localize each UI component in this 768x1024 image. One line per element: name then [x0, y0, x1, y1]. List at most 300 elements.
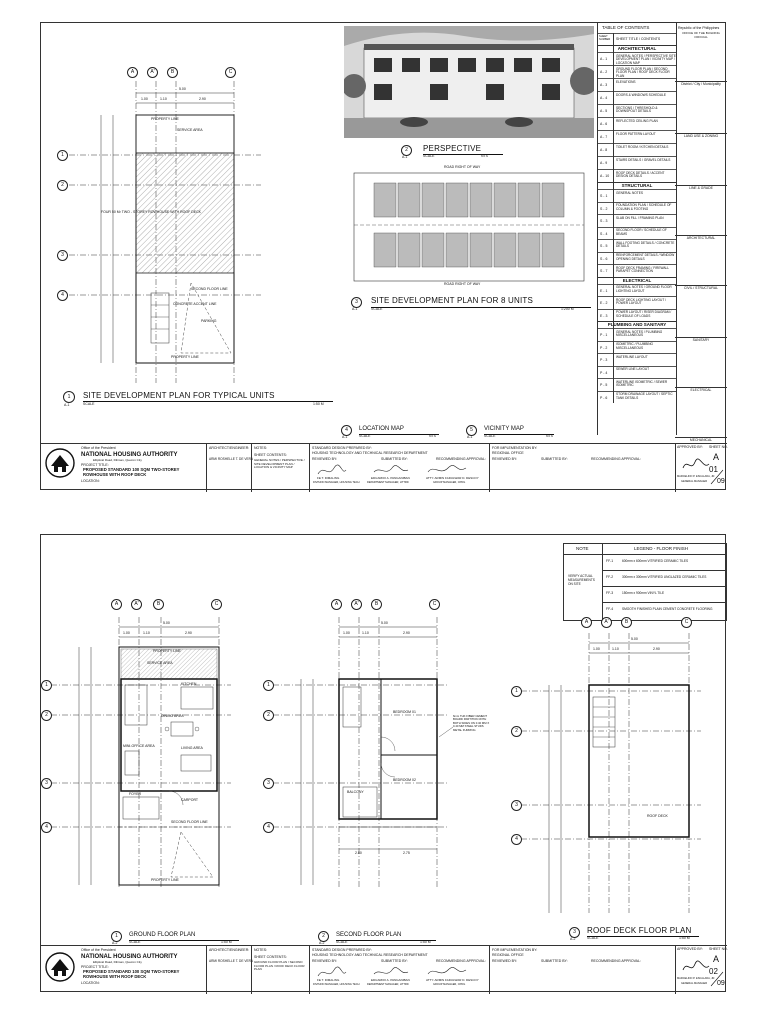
toc-sheet-title: ELEVATIONS: [616, 79, 636, 84]
floor-finish-legend: [563, 543, 727, 621]
toc-sheet-title: ROOF DECK FRAMING / FIREWALL PARAPET CONNECTION: [616, 265, 669, 274]
grid-bubble-b: B: [167, 67, 178, 78]
room-kitchen: KITCHEN: [181, 682, 197, 686]
recommending-label: RECOMMENDING APPROVAL:: [436, 959, 486, 963]
toc-sheet-number: A - 4: [600, 96, 608, 100]
dim-3: 2.90: [199, 97, 206, 101]
view-scale-label: SCALE: [83, 402, 95, 406]
grid-bubble-b: B: [153, 599, 164, 610]
view-number-bubble: 4: [341, 425, 352, 436]
toc-row: [598, 202, 676, 216]
view-title-roof: [569, 927, 719, 943]
signature-1-name: FE T. DIMALING: [317, 978, 340, 982]
notes-label: NOTES:: [254, 446, 268, 450]
view-scale: NTS: [429, 434, 436, 438]
approved-label: APPROVED BY:: [677, 947, 703, 951]
grid-bubble-1: 1: [57, 150, 68, 161]
grid-bubble-2: 2: [511, 726, 522, 737]
legend-heading: LEGEND - FLOOR FINISH: [634, 546, 689, 551]
implementation-label: FOR IMPLEMENTATION BY:: [492, 948, 538, 952]
toc-sheet-title: SEWER LINE LAYOUT: [616, 367, 650, 371]
toc-row: [598, 117, 676, 131]
sheet-no-label: SHEET NO.: [709, 445, 728, 449]
toc-sheet-number: S - 1: [600, 194, 608, 198]
dim-2: 1.10: [362, 631, 369, 635]
toc-sheet-title: WATERLINE LAYOUT: [616, 354, 648, 359]
engineer-name: ARMI ROSHELLE T. DE VERA: [209, 959, 254, 963]
reviewed-label: REVIEWED BY:: [312, 457, 338, 461]
view-scale: 1:50 M: [313, 402, 324, 406]
toc-row: [598, 284, 676, 298]
grid-bubble-4: 4: [263, 822, 274, 833]
signature-1-role: DIVISION MANAGER, HOUSING TECH: [313, 481, 360, 484]
agency-row-label: SANITARY: [692, 337, 710, 342]
regional-office: REGIONAL OFFICE: [492, 451, 524, 455]
project-label: PROJECT TITLE:: [81, 463, 109, 467]
nha-logo: [45, 448, 75, 478]
toc-row: [598, 65, 676, 79]
grid-bubble-4: 4: [511, 834, 522, 845]
toc-row: [598, 130, 676, 144]
agency-row-label: ELECTRICAL: [690, 387, 712, 392]
grid-bubble-a: A: [581, 617, 592, 628]
toc-section-heading: STRUCTURAL: [598, 182, 676, 190]
grid-bubble-4: 4: [41, 822, 52, 833]
signature-3-role: GROUP MANAGER, CPDG: [433, 481, 466, 484]
room-dining: DINING AREA: [161, 714, 184, 718]
sheet-contents: GENERAL NOTES / PERSPECTIVE / SITE DEVELOPMENT PLAN / LOCATION & VICINITY MAP: [254, 458, 305, 470]
toc-sheet-title: SECOND FLOOR / SCHEDULE OF BEAMS: [616, 228, 667, 236]
grid-bubble-c: C: [225, 67, 236, 78]
signatures-drawing: [316, 964, 516, 984]
view-scale: 1:200 M: [561, 307, 574, 311]
gm-name: MARCELINO P. ESCALADA, JR.: [677, 977, 716, 980]
agency-row-label: CIVIL / STRUCTURAL: [684, 285, 718, 290]
toc-row: [598, 169, 676, 183]
notes-label: NOTES:: [254, 948, 268, 952]
toc-row: [598, 91, 676, 105]
view-number-bubble: 2: [318, 931, 329, 942]
grid-bubble-4: 4: [57, 290, 68, 301]
design-prepared-label: STANDARD DESIGN PREPARED BY:: [312, 948, 372, 952]
dim-2: 1.10: [160, 97, 167, 101]
agency-row-label: LINE & GRADE: [689, 185, 713, 190]
grid-bubble-c: C: [211, 599, 222, 610]
toc-sheet-number: A - 1: [600, 57, 608, 61]
toc-sheet-title: GENERAL NOTES / GROUND FLOOR LIGHTING LAYOUT: [616, 285, 672, 293]
view-title: SECOND FLOOR PLAN: [336, 932, 402, 938]
view-scale-label: SCALE: [359, 434, 371, 438]
view-ref: A-1: [342, 435, 348, 439]
room-balcony: BALCONY: [347, 790, 364, 794]
toc-sheet-title: ROOF DECK DETAILS / ACCENT DESIGN DETAILS: [616, 170, 665, 179]
dim-3: 2.90: [185, 631, 192, 635]
view-ref: A-1: [352, 307, 358, 311]
toc-sheet-number: E - 3: [600, 313, 608, 318]
toc-sheet-title: STORM DRAINAGE LAYOUT / SEPTIC TANK DETAILS: [616, 392, 673, 400]
toc-row: [598, 341, 676, 355]
grid-bubble-a-prime: A': [601, 617, 612, 628]
road-label-top: ROAD RIGHT OF WAY: [444, 165, 481, 169]
toc-row: [598, 143, 676, 157]
toc-sheet-number: A - 7: [600, 135, 608, 139]
toc-sheet-title: ROOF DECK LIGHTING LAYOUT / POWER LAYOUT: [616, 297, 667, 306]
legend-code: FF-1: [606, 559, 614, 563]
room-foyer: FOYER: [129, 792, 142, 796]
obo-line: OFFICE OF THE BUILDING OFFICIAL: [682, 31, 720, 39]
view-ref: A-1: [467, 435, 473, 439]
grid-bubble-a-prime: A': [351, 599, 362, 610]
room-service-area: SERVICE AREA: [147, 661, 173, 665]
agency-row-label: District / City / Municipality: [681, 81, 721, 86]
legend-code: FF-3: [606, 591, 614, 595]
room-office: MINI-OFFICE AREA: [123, 744, 155, 748]
office-line: Office of the President: [81, 446, 116, 450]
toc-row: [598, 378, 676, 392]
legend-code: FF-4: [606, 607, 614, 611]
service-area-label: SERVICE AREA: [177, 128, 203, 132]
room-living: LIVING AREA: [181, 746, 203, 750]
toc-sheet-title: TOILET ROOM / KITCHEN DETAILS: [616, 144, 669, 149]
toc-sheet-title: SECTIONS / THRESHOLD & DOWNSPOUT DETAILS: [616, 105, 658, 114]
signature-1-role: DIVISION MANAGER, HOUSING TECH: [313, 983, 360, 986]
dim-bottom-2: 2.75: [403, 851, 410, 855]
view-title: LOCATION MAP: [359, 426, 404, 432]
authority-address: Elliptical Road, Diliman, Quezon City: [93, 960, 142, 964]
toc-sheet-number: A - 10: [600, 174, 610, 178]
approved-label: APPROVED BY:: [677, 445, 703, 449]
signature-2-name: EDUARDO A. PANGANIBAN: [371, 476, 410, 480]
toc-sheet-number: P - 6: [600, 395, 608, 400]
view-title: ROOF DECK FLOOR PLAN: [587, 926, 692, 935]
toc-section-heading: ELECTRICAL: [598, 277, 676, 285]
dim-total: 5.00: [163, 621, 170, 625]
grid-bubble-a-prime: A': [131, 599, 142, 610]
republic-line: Republic of the Philippines: [678, 26, 720, 30]
toc-section-heading: PLUMBING AND SANITARY: [598, 321, 676, 329]
agency-row-label: MECHANICAL: [689, 437, 713, 442]
toc-sheet-title: FOUNDATION PLAN / SCHEDULE OF COLUMN & FOOTING: [616, 203, 672, 211]
dim-1: 1.00: [141, 97, 148, 101]
view-ref: A-1: [402, 155, 408, 159]
road-label-bottom: ROAD RIGHT OF WAY: [444, 282, 481, 286]
engineer-label: ARCHITECT/ENGINEER:: [209, 948, 250, 952]
dim-1: 1.00: [123, 631, 130, 635]
ground-floor-plan: [41, 587, 291, 937]
toc-sheet-title: WALL FOOTING DETAILS / CONCRETE DETAILS: [616, 240, 675, 249]
toc-row: [598, 104, 676, 118]
room-bedroom-2: BEDROOM 02: [393, 778, 416, 782]
signatures-drawing: [316, 462, 516, 482]
view-number-bubble: 3: [351, 297, 362, 308]
view-scale-label: SCALE: [587, 936, 599, 940]
view-scale-label: SCALE: [423, 154, 435, 158]
view-ref: A-2: [319, 941, 325, 945]
toc-sheet-number: A - 3: [600, 83, 608, 87]
view-title: PERSPECTIVE: [423, 144, 482, 153]
implementation-label: FOR IMPLEMENTATION BY:: [492, 446, 538, 450]
toc-sheet-number: A - 5: [600, 109, 608, 113]
table-of-contents: [597, 23, 677, 435]
toc-sheet-title: GENERAL NOTES: [616, 190, 643, 195]
regional-office: REGIONAL OFFICE: [492, 953, 524, 957]
view-number-bubble: 1: [111, 931, 122, 942]
toc-col-title: SHEET TITLE / CONTENTS: [616, 37, 661, 41]
toc-sheet-number: S - 7: [600, 269, 608, 273]
dim-total: 5.00: [631, 637, 638, 641]
toc-sheet-number: P - 2: [600, 345, 608, 350]
legend-description: 600mm x 600mm VITRIFIED CERAMIC TILES: [622, 559, 689, 563]
agency-row-label: LAND USE & ZONING: [683, 133, 719, 138]
legend-code: FF-2: [606, 575, 614, 579]
toc-sheet-number: A - 6: [600, 122, 608, 126]
view-title-vicinity: [466, 425, 576, 441]
sheet-no-label: SHEET NO.: [709, 947, 728, 951]
signature-3-name: ATTY. ARMIN FADULWAR D. DESCOY: [426, 978, 479, 982]
dim-1: 1.00: [343, 631, 350, 635]
signature-1-name: FE T. DIMALING: [317, 476, 340, 480]
toc-sheet-title: SLAB ON FILL / FRAMING PLAN: [616, 215, 664, 220]
view-title: VICINITY MAP: [484, 426, 524, 432]
title-block: [41, 945, 727, 994]
view-scale-label: SCALE: [129, 940, 141, 944]
toc-sheet-number: E - 1: [600, 288, 608, 293]
toc-sheet-number: P - 1: [600, 333, 608, 337]
toc-row: [598, 353, 676, 367]
view-title-site-8: [351, 297, 591, 313]
grid-bubble-1: 1: [263, 680, 274, 691]
toc-row: [598, 366, 676, 380]
authority-name: NATIONAL HOUSING AUTHORITY: [81, 954, 178, 960]
gm-name: MARCELINO P. ESCALADA, JR.: [677, 475, 716, 478]
view-title-site-typical: [63, 391, 333, 407]
legend-note-label: NOTE: [576, 546, 589, 551]
sheet-total: 09: [717, 478, 725, 485]
toc-sheet-title: WATERLINE ISOMETRIC / SEWER ISOMETRIC: [616, 379, 668, 388]
toc-row: [598, 156, 676, 170]
legend-description: 150mm x 900mm VINYL TILE: [622, 591, 665, 595]
second-floor-plan: [263, 587, 493, 937]
submitted-label-2: SUBMITTED BY:: [541, 457, 568, 461]
dim-3: 2.90: [653, 647, 660, 651]
view-ref: A-2: [570, 937, 576, 941]
sheet-a1: [40, 22, 726, 490]
design-prepared-label: STANDARD DESIGN PREPARED BY:: [312, 446, 372, 450]
grid-bubble-2: 2: [41, 710, 52, 721]
room-roof-deck: ROOF DECK: [647, 814, 668, 818]
view-scale: 1:50 M: [221, 940, 232, 944]
toc-sheet-number: E - 2: [600, 301, 608, 305]
view-scale-label: SCALE: [371, 307, 383, 311]
grid-bubble-3: 3: [511, 800, 522, 811]
footprint-label: FOUR 50 M² TWO - STOREY ROWHOUSE WITH ROOF DECK: [101, 210, 201, 214]
property-line-label: PROPERTY LINE: [151, 117, 179, 121]
site-plan-typical: [41, 23, 341, 423]
signature-3-role: GROUP MANAGER, CPDG: [433, 983, 466, 986]
location-label: LOCATION:: [81, 981, 100, 985]
toc-sheet-title: GENERAL NOTES / PLUMBING MISCELLANEOUS: [616, 329, 663, 338]
location-label: LOCATION:: [81, 479, 100, 483]
grid-bubble-2: 2: [263, 710, 274, 721]
dim-2: 1.10: [612, 647, 619, 651]
dim-3: 2.90: [403, 631, 410, 635]
toc-sheet-title: GROUND FLOOR PLAN / SECOND FLOOR PLAN / ROOF DECK FLOOR PLAN: [616, 66, 670, 78]
grid-bubble-1: 1: [41, 680, 52, 691]
engineer-name: ARMI ROSHELLE T. DE VERA: [209, 457, 254, 461]
toc-row: [598, 189, 676, 203]
property-line-bottom: PROPERTY LINE: [151, 878, 179, 882]
toc-sheet-number: S - 4: [600, 231, 608, 236]
room-carport: CARPORT: [181, 798, 199, 802]
grid-bubble-1: 1: [511, 686, 522, 697]
office-line: Office of the President: [81, 948, 116, 952]
department-name: HOUSING TECHNOLOGY AND TECHNICAL RESEARCH DEPARTMENT: [312, 451, 428, 455]
grid-bubble-2: 2: [57, 180, 68, 191]
view-scale-label: SCALE: [336, 940, 348, 944]
accent-wall-label: CONCRETE ACCENT LINE: [173, 302, 217, 306]
toc-sheet-title: DOORS & WINDOWS SCHEDULE: [616, 92, 666, 97]
toc-sheet-title: FLOOR PATTERN LAYOUT: [616, 131, 656, 136]
view-title: SITE DEVELOPMENT PLAN FOR 8 UNITS: [371, 296, 534, 305]
view-title: SITE DEVELOPMENT PLAN FOR TYPICAL UNITS: [83, 391, 275, 400]
view-number-bubble: 5: [466, 425, 477, 436]
toc-row: [598, 309, 676, 323]
toc-section-heading: ARCHITECTURAL: [598, 45, 676, 53]
site-plan-8-units: [344, 161, 594, 291]
toc-row: [598, 391, 676, 405]
signature-2-role: DEPARTMENT MANAGER, HTTRD: [367, 983, 409, 986]
grid-bubble-a-prime: A': [147, 67, 158, 78]
reviewed-label: REVIEWED BY:: [312, 959, 338, 963]
property-line-bottom: PROPERTY LINE: [171, 355, 199, 359]
property-line-label: PROPERTY LINE: [153, 649, 181, 653]
grid-bubble-c: C: [681, 617, 692, 628]
toc-sheet-title: GENERAL NOTES / PERSPECTIVE SITE DEVELOPMENT PLAN / VICINITY MAP / LOCATION MAP: [616, 53, 676, 65]
view-ref: A-1: [64, 403, 70, 407]
contents-label: SHEET CONTENTS:: [254, 955, 287, 959]
toc-row: [598, 328, 676, 342]
grid-bubble-a: A: [331, 599, 342, 610]
agency-row-label: ARCHITECTURAL: [686, 235, 716, 240]
gm-role: GENERAL MANAGER: [681, 982, 708, 985]
recommending-label-2: RECOMMENDING APPROVAL:: [591, 457, 641, 461]
site-plan-8-units-drawing: [344, 161, 594, 291]
second-floor-plan-drawing: [263, 587, 493, 937]
view-scale-label: SCALE: [484, 434, 496, 438]
signature-2-role: DEPARTMENT MANAGER, HTTRD: [367, 481, 409, 484]
toc-heading: TABLE OF CONTENTS: [602, 25, 650, 30]
dim-total: 5.00: [179, 87, 186, 91]
view-ref: A-2: [112, 941, 118, 945]
toc-sheet-title: REFLECTED CEILING PLAN: [616, 118, 658, 123]
title-block: [41, 443, 727, 492]
contents-label: SHEET CONTENTS:: [254, 453, 287, 457]
engineer-label: ARCHITECT/ENGINEER:: [209, 446, 250, 450]
view-title: GROUND FLOOR PLAN: [129, 932, 196, 938]
recommending-label-2: RECOMMENDING APPROVAL:: [591, 959, 641, 963]
sheet-a2: [40, 534, 726, 992]
legend-description: 300mm x 300mm VITRIFIED UNGLAZED CERAMIC TILES: [622, 575, 707, 579]
signature-3-name: ATTY. ARMIN FADULWAR D. DESCOY: [426, 476, 479, 480]
reviewed-label-2: REVIEWED BY:: [492, 959, 518, 963]
toc-sheet-number: P - 4: [600, 370, 608, 375]
sheet-letter: A: [713, 452, 720, 462]
gm-role: GENERAL MANAGER: [681, 480, 708, 483]
toc-sheet-number: A - 8: [600, 148, 608, 152]
submitted-label: SUBMITTED BY:: [381, 457, 408, 461]
grid-bubble-3: 3: [41, 778, 52, 789]
authority-address: Elliptical Road, Diliman, Quezon City: [93, 458, 142, 462]
toc-sheet-number: P - 5: [600, 383, 608, 387]
toc-sheet-number: A - 9: [600, 161, 608, 165]
view-title-location: [341, 425, 451, 441]
grid-bubble-c: C: [429, 599, 440, 610]
roof-deck-plan: [511, 613, 725, 943]
view-number-bubble: 2: [401, 145, 412, 156]
project-title: PROPOSED STANDARD 100 SQM TWO-STOREY ROWHOUSE WITH ROOF DECK: [83, 969, 180, 979]
sheet-total: 09: [717, 980, 725, 987]
view-scale: NTS: [546, 434, 553, 438]
sheet-contents: GROUND FLOOR PLAN / SECOND FLOOR PLAN / ROOF DECK FLOOR PLAN: [254, 960, 305, 972]
dim-bottom-1: 2.80: [355, 851, 362, 855]
view-scale: 1:50 M: [420, 940, 431, 944]
sheet-number: 01: [709, 465, 718, 474]
room-bedroom-1: BEDROOM 01: [393, 710, 416, 714]
second-floor-line-label: SECOND FLOOR LINE: [171, 820, 208, 824]
recommending-label: RECOMMENDING APPROVAL:: [436, 457, 486, 461]
toc-sheet-number: S - 2: [600, 206, 608, 211]
authority-name: NATIONAL HOUSING AUTHORITY: [81, 452, 178, 458]
view-number-bubble: 3: [569, 927, 580, 938]
roof-deck-plan-drawing: [511, 613, 725, 943]
project-title: PROPOSED STANDARD 100 SQM TWO-STOREY ROWHOUSE WITH ROOF DECK: [83, 467, 180, 477]
toc-row: [598, 214, 676, 228]
building-official-column: [675, 23, 727, 443]
project-label: PROJECT TITLE:: [81, 965, 109, 969]
toc-sheet-number: S - 5: [600, 244, 608, 248]
toc-sheet-title: REINFORCEMENT DETAILS / WINDOW OPENING DETAILS: [616, 253, 675, 261]
legend-note-text: VERIFY ACTUAL MEASUREMENTS ON SITE: [568, 574, 595, 587]
toc-row: [598, 264, 676, 278]
submitted-label-2: SUBMITTED BY:: [541, 959, 568, 963]
toc-row: [598, 78, 676, 92]
grid-bubble-3: 3: [263, 778, 274, 789]
site-plan-typical-drawing: [41, 23, 341, 423]
grid-bubble-3: 3: [57, 250, 68, 261]
parking-label: PARKING: [201, 319, 217, 323]
dim-2: 1.10: [143, 631, 150, 635]
toc-row: [598, 52, 676, 66]
reviewed-label-2: REVIEWED BY:: [492, 457, 518, 461]
toc-sheet-number: S - 6: [600, 256, 608, 261]
toc-sheet-number: A - 2: [600, 70, 608, 74]
perspective-rendering: [344, 26, 594, 138]
dim-1: 1.00: [593, 647, 600, 651]
toc-col-sheet-no: SHEET NUMBER: [599, 35, 611, 41]
toc-sheet-title: ISOMETRIC / PLUMBING MISCELLANEOUS: [616, 342, 654, 350]
partition-note: 6mm THK FIBER CEMENT BOARD PARTITION WITH BOTH SIDES ON 0.40 MM X 0.40 MM STEEL STUDS METAL FURRING: [453, 714, 490, 732]
sheet-letter: A: [713, 954, 720, 964]
grid-bubble-a: A: [111, 599, 122, 610]
toc-sheet-title: STAIRS DETAILS / GRAVEL DETAILS: [616, 157, 671, 162]
toc-sheet-title: POWER LAYOUT / RISER DIAGRAM / SCHEDULE OF LOADS: [616, 310, 672, 318]
view-number-bubble: 1: [63, 391, 75, 403]
toc-sheet-number: P - 3: [600, 358, 608, 362]
grid-bubble-a: A: [127, 67, 138, 78]
toc-row: [598, 296, 676, 310]
signature-2-name: EDUARDO A. PANGANIBAN: [371, 978, 410, 982]
view-scale: NTS: [481, 154, 488, 158]
